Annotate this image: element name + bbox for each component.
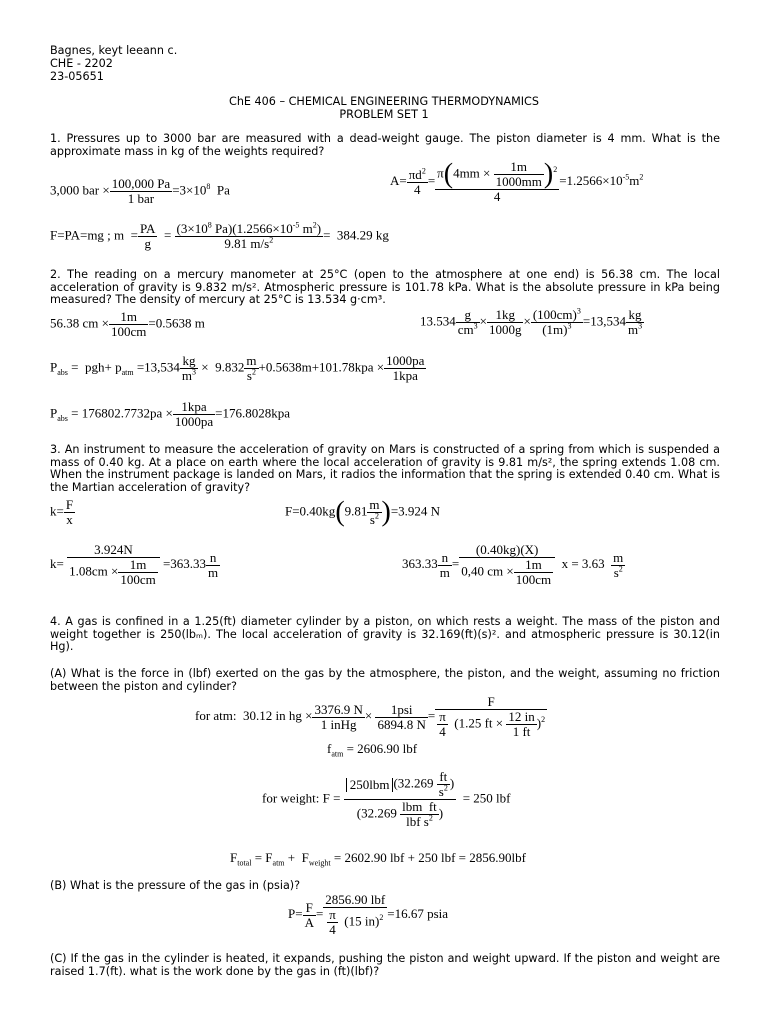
problem-4b-question: (B) What is the pressure of the gas in (psia)? [50, 879, 301, 892]
p3-eq-k-value: k= 3.924N 1.08cm × $\frac{1m}{100cm}$ =363.33 $\frac{n}{m}$ [50, 542, 219, 587]
course-code: CHE - 2202 [50, 57, 113, 70]
p4-eq-pressure: P= $\frac{F}{A}$ = 2856.90 lbf $\frac{\pi}{4}$ (15 in)$^2$ =16.67 psia [288, 892, 449, 937]
document-title: ChE 406 – CHEMICAL ENGINEERING THERMODYNAMICS [229, 95, 539, 108]
problem-4c-question: (C) If the gas in the cylinder is heated, it expands, pushing the piston and weight upward. If the piston and weight are raised 1.7(ft). what is the work done by the gas in (ft)(lbf)? [50, 952, 720, 978]
student-name: Bagnes, keyt leeann c. [50, 44, 178, 57]
p2-eq-result: $P_{abs} = 176802.7732pa$ × 1kpa 1000pa =176.8028kpa [50, 399, 290, 429]
problem-1-text: 1. Pressures up to 3000 bar are measured with a dead-weight gauge. The piston diameter is 4 mm. What is the approximate mass in kg of the weights required? [50, 132, 720, 158]
problem-3-text: 3. An instrument to measure the acceleration of gravity on Mars is constructed of a spring from which is suspended a mass of 0.40 kg. At a place on earth where the local acceleration of gravity is 9.81 m/s², the spring extends 1.08 cm. When the instrument package is landed on Mars, it radios the information that the spring is extended 0.40 cm. What is the Martian acceleration of gravity? [50, 443, 720, 494]
p4-eq-weight-force: for weight: F = 250lbm (32.269 $\frac{ft}{s^2}$ ) (32.269 lbm ft lbf $s^2$ ) = 250 lbf [262, 769, 511, 829]
p2-eq-density: 13.534 $\frac{g}{cm^3}$ × $\frac{1kg}{1000g}$ × $\frac{(100cm)^3}{(1m)^3}$ =13,534 $\frac{kg}{m^3}$ [420, 306, 643, 337]
p4-eq-fatm: $f_{atm} = 2606.90$ lbf [327, 741, 418, 759]
document-subtitle: PROBLEM SET 1 [339, 108, 429, 121]
p2-eq-height: 56.38 cm × $\frac{1m}{100cm}$ =0.5638 m [50, 309, 205, 339]
problem-4-text: 4. A gas is confined in a 1.25(ft) diameter cylinder by a piston, on which rests a weight. The mass of the piston and weight together is 250(lbₘ). The local acceleration of gravity is 32.169(ft)(s)². and atmospheric pressure is 30.12(in Hg). [50, 615, 720, 654]
p3-eq-mars-gravity: 363.33 $\frac{n}{m}$ = (0.40kg)(X) 0,40 cm × $\frac{1m}{100cm}$ x = 3.63 $\frac{m}{s^2}$ [402, 542, 624, 587]
p2-eq-pabs: $P_{abs} = pgh+ p_{atm} =13,534$ $\frac{kg}{m^3}$ × 9.832 $\frac{m}{s^2}$ +0.5638m+101.78kpa × 1000pa 1kpa [50, 353, 425, 383]
p1-eq-mass: F=PA=mg ; m = $\frac{PA}{g}$ = $\frac{(3\times 10^8 Pa)(1.2566\times 10^{-5} m^2)}{9.81 m/s^2}$ = 384.29 kg [50, 220, 389, 251]
p3-eq-k-def: k= $\frac{F}{x}$ [50, 497, 74, 527]
p1-eq-area: A= $\frac{\pi d^2}{4}$ = π(4mm × $\frac{1m}{1000mm}$ )$^2$ 4 $=1.2566\times 10^{-5}m^2$ [390, 158, 644, 204]
p1-eq-pressure: 3,000 bar × 100,000 Pa 1 bar $=3\times 10^8$ Pa [50, 176, 230, 206]
p4-eq-atm-force: for atm: 30.12 in hg × 3376.9 N 1 inHg × 1psi 6894.8 N = F $\frac{\pi}{4}$ (1.25 ft × $\frac{12 in}{1 ft}$ )$^2$ [195, 694, 546, 739]
p4-eq-ftotal: $F_{total} = F_{atm} + F_{weight} = 2602.90$ lbf + 250 lbf = 2856.90lbf [230, 850, 526, 868]
problem-4a-question: (A) What is the force in (lbf) exerted on the gas by the atmosphere, the piston, and the weight, assuming no friction between the piston and cylinder? [50, 667, 720, 693]
p3-eq-force: F=0.40kg(9.81 $\frac{m}{s^2}$ )=3.924 N [285, 496, 441, 528]
student-id: 23-05651 [50, 70, 104, 83]
problem-2-text: 2. The reading on a mercury manometer at 25°C (open to the atmosphere at one end) is 56.38 cm. The local acceleration of gravity is 9.832 m/s². Atmospheric pressure is 101.78 kPa. What is the absolute pressure in kPa being measured? The density of mercury at 25°C is 13.534 g·cm³. [50, 268, 720, 307]
